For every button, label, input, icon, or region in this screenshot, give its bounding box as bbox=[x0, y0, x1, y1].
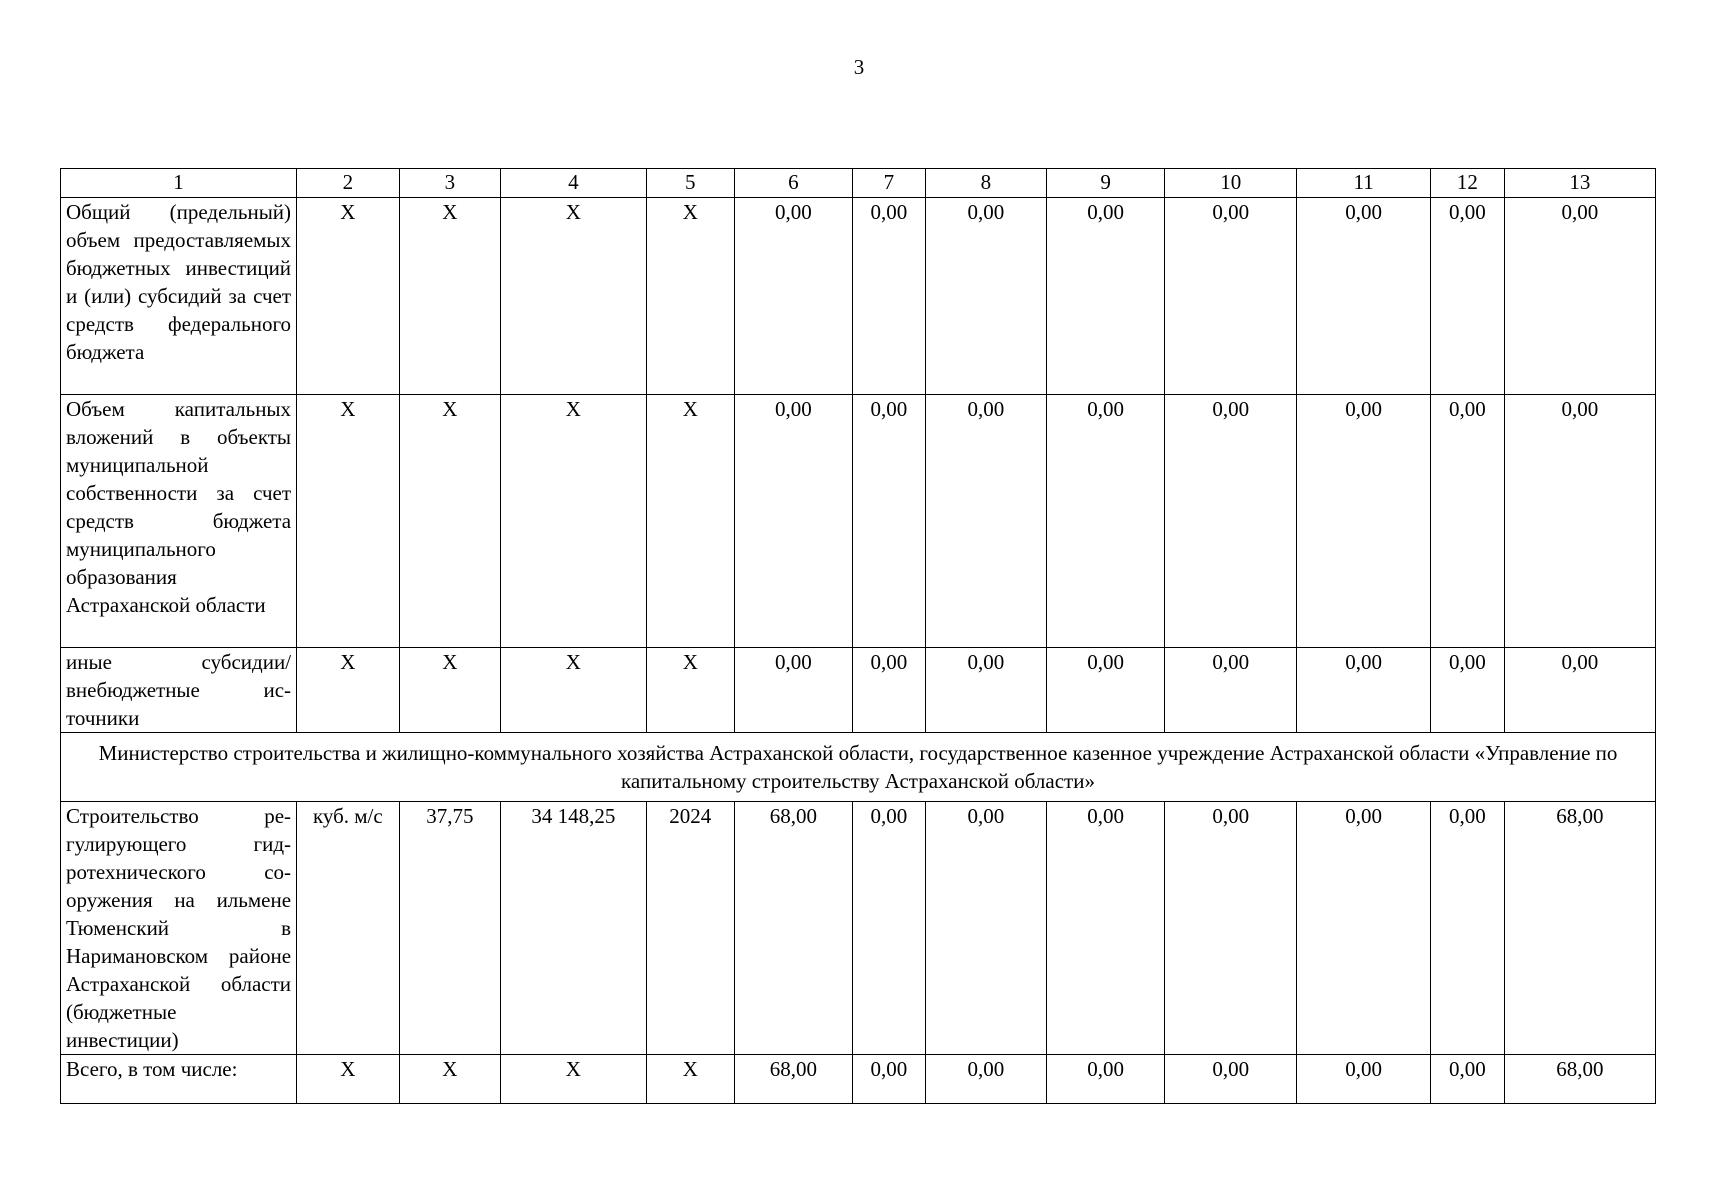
row-label: Строительство регулирующего гидротехнического сооружения на ильмене Тюменский в Наримановском районе Астраханской области (бюджетные инвестиции) bbox=[61, 802, 297, 1055]
page-number: 3 bbox=[853, 55, 865, 79]
column-number: 2 bbox=[297, 169, 400, 198]
table-cell: X bbox=[297, 395, 400, 648]
table-cell: X bbox=[297, 648, 400, 733]
table-cell: X bbox=[501, 1055, 647, 1104]
column-number: 6 bbox=[734, 169, 852, 198]
table-cell: 0,00 bbox=[1047, 198, 1165, 395]
table-cell: 0,00 bbox=[925, 395, 1046, 648]
column-number: 1 bbox=[61, 169, 297, 198]
table-cell: X bbox=[297, 198, 400, 395]
table-cell: 0,00 bbox=[925, 648, 1046, 733]
table-cell: X bbox=[646, 648, 734, 733]
table-cell: 0,00 bbox=[734, 198, 852, 395]
table-cell: 0,00 bbox=[1297, 395, 1430, 648]
column-number: 12 bbox=[1430, 169, 1504, 198]
table-cell: X bbox=[399, 648, 500, 733]
table-cell: 0,00 bbox=[925, 802, 1046, 1055]
table-cell: X bbox=[501, 648, 647, 733]
table-cell: 68,00 bbox=[1504, 1055, 1655, 1104]
table-cell: X bbox=[501, 198, 647, 395]
table-cell: 0,00 bbox=[852, 648, 925, 733]
column-number: 7 bbox=[852, 169, 925, 198]
table-cell: 0,00 bbox=[1297, 198, 1430, 395]
table-cell: 0,00 bbox=[852, 1055, 925, 1104]
column-number: 5 bbox=[646, 169, 734, 198]
table-cell: 2024 bbox=[646, 802, 734, 1055]
total-row bbox=[61, 1055, 1656, 1104]
table-cell: 0,00 bbox=[1165, 395, 1297, 648]
table-cell: 0,00 bbox=[1047, 1055, 1165, 1104]
table-cell: 0,00 bbox=[1430, 648, 1504, 733]
table-cell: 0,00 bbox=[1165, 1055, 1297, 1104]
table-cell: X bbox=[646, 395, 734, 648]
column-number: 4 bbox=[501, 169, 647, 198]
table-cell: куб. м/с bbox=[297, 802, 400, 1055]
table-cell: X bbox=[399, 1055, 500, 1104]
agency-row bbox=[61, 733, 1656, 802]
table-cell: X bbox=[297, 1055, 400, 1104]
table-cell: 0,00 bbox=[1047, 648, 1165, 733]
table-cell: X bbox=[646, 198, 734, 395]
row-label: Объем капитальных вложений в объекты муниципальной собственности за счет средств бюджета муниципального образования Астраханской области bbox=[61, 395, 297, 648]
table-cell: 0,00 bbox=[1165, 648, 1297, 733]
table-cell: X bbox=[399, 395, 500, 648]
table-cell: 0,00 bbox=[1297, 648, 1430, 733]
table-cell: 0,00 bbox=[1047, 395, 1165, 648]
table-cell: 0,00 bbox=[1430, 198, 1504, 395]
table-cell: 68,00 bbox=[734, 802, 852, 1055]
table-cell: 34 148,25 bbox=[501, 802, 647, 1055]
table-cell: 0,00 bbox=[1504, 395, 1655, 648]
table-cell: 0,00 bbox=[1297, 802, 1430, 1055]
table-cell: 0,00 bbox=[852, 198, 925, 395]
table-cell: 0,00 bbox=[852, 395, 925, 648]
column-number: 3 bbox=[399, 169, 500, 198]
table-row bbox=[61, 802, 1656, 1055]
table-cell: 0,00 bbox=[734, 395, 852, 648]
table-cell: 0,00 bbox=[925, 198, 1046, 395]
table-cell: 0,00 bbox=[734, 648, 852, 733]
table-cell: 68,00 bbox=[1504, 802, 1655, 1055]
row-label: Всего, в том числе: bbox=[61, 1055, 297, 1104]
agency-name: Министерство строительства и жилищно-коммунального хозяйства Астраханской области, государственное казенное учреждение Астраханской области «Управление по капитальному строительству Астраханской области» bbox=[61, 733, 1656, 802]
column-number: 13 bbox=[1504, 169, 1655, 198]
table-row bbox=[61, 198, 1656, 395]
table-cell: X bbox=[399, 198, 500, 395]
table-cell: 0,00 bbox=[925, 1055, 1046, 1104]
table-cell: 0,00 bbox=[852, 802, 925, 1055]
column-number: 9 bbox=[1047, 169, 1165, 198]
table-cell: 68,00 bbox=[734, 1055, 852, 1104]
table-cell: 0,00 bbox=[1165, 802, 1297, 1055]
table-cell: X bbox=[646, 1055, 734, 1104]
table-row bbox=[61, 648, 1656, 733]
table-row bbox=[61, 395, 1656, 648]
table-cell: 37,75 bbox=[399, 802, 500, 1055]
table-cell: 0,00 bbox=[1504, 648, 1655, 733]
investment-table bbox=[60, 168, 1656, 1104]
row-label: иные субсидии/ внебюджетные источники bbox=[61, 648, 297, 733]
table-cell: 0,00 bbox=[1297, 1055, 1430, 1104]
table-cell: 0,00 bbox=[1504, 198, 1655, 395]
table-cell: 0,00 bbox=[1165, 198, 1297, 395]
column-number: 10 bbox=[1165, 169, 1297, 198]
table-cell: X bbox=[501, 395, 647, 648]
table-cell: 0,00 bbox=[1430, 802, 1504, 1055]
table-cell: 0,00 bbox=[1430, 1055, 1504, 1104]
row-label: Общий (предельный) объем предоставляемых бюджетных инвестиций и (или) субсидий за счет средств федерального бюджета bbox=[61, 198, 297, 395]
column-number-row bbox=[61, 169, 1656, 198]
column-number: 8 bbox=[925, 169, 1046, 198]
column-number: 11 bbox=[1297, 169, 1430, 198]
table-cell: 0,00 bbox=[1047, 802, 1165, 1055]
table-cell: 0,00 bbox=[1430, 395, 1504, 648]
